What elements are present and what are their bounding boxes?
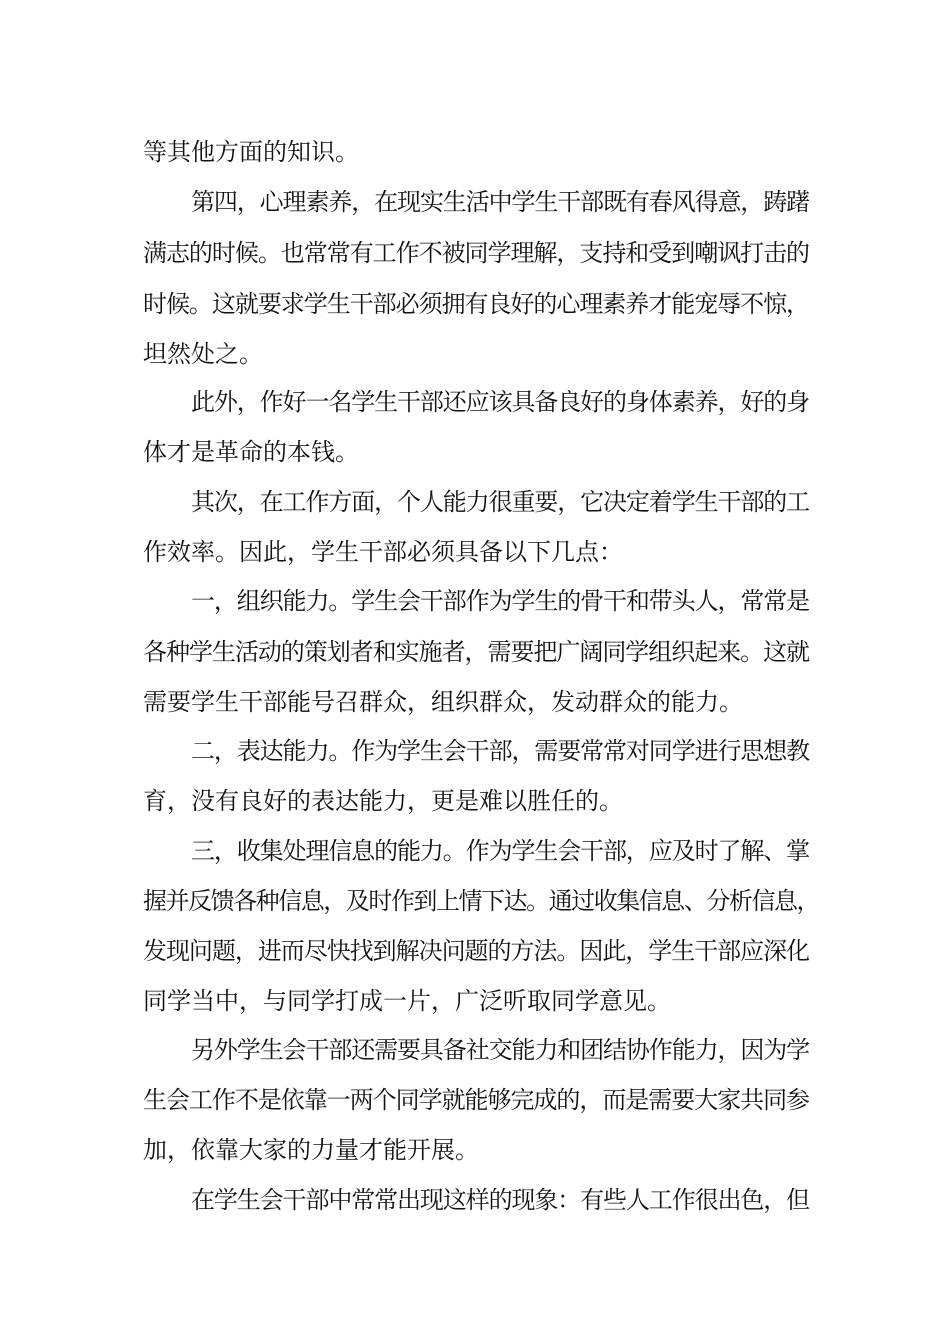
text-line [0,134,950,170]
text-line [0,583,950,619]
text-line [0,235,950,271]
text-line [0,783,950,819]
text-line [0,634,950,670]
text-line [0,933,950,969]
text-line [0,1182,950,1218]
text-span: 体才是革命的本钱。 [143,438,359,466]
text-line [0,336,950,372]
text-span: 同学当中，与同学打成一片，广泛听取同学意见。 [143,987,671,1015]
text-span: 握并反馈各种信息，及时作到上情下达。通过收集信息、分析信息， [143,887,819,915]
text-span: 育，没有良好的表达能力，更是难以胜任的。 [143,787,623,815]
text-span: 在学生会干部中常常出现这样的现象：有些人工作很出色，但 [191,1186,809,1214]
text-line [0,1032,950,1068]
text-span: 等其他方面的知识。 [143,138,359,166]
text-line [0,434,950,470]
text-span: 满志的时候。也常常有工作不被同学理解，支持和受到嘲讽打击的 [143,239,809,267]
text-span: 坦然处之。 [143,340,263,368]
text-span: 作效率。因此，学生干部必须具备以下几点： [143,538,623,566]
text-line [0,484,950,520]
text-span: 另外学生会干部还需要具备社交能力和团结协作能力，因为学 [191,1036,809,1064]
text-span: 发现问题，进而尽快找到解决问题的方法。因此，学生干部应深化 [143,937,809,965]
text-span: 一，组织能力。学生会干部作为学生的骨干和带头人，常常是 [191,587,809,615]
text-line [0,684,950,720]
text-span: 其次，在工作方面，个人能力很重要，它决定着学生干部的工 [191,488,809,516]
text-span: 需要学生干部能号召群众，组织群众，发动群众的能力。 [143,688,743,716]
text-line [0,184,950,220]
text-span: 第四，心理素养，在现实生活中学生干部既有春风得意，踌躇 [191,188,809,216]
text-line [0,833,950,869]
text-line [0,286,950,322]
text-line [0,1082,950,1118]
text-span: 二，表达能力。作为学生会干部，需要常常对同学进行思想教 [191,737,809,765]
text-span: 三，收集处理信息的能力。作为学生会干部，应及时了解、掌 [191,837,809,865]
text-span: 加，依靠大家的力量才能开展。 [143,1136,479,1164]
text-span: 此外，作好一名学生干部还应该具备良好的身体素养，好的身 [191,388,809,416]
text-span: 生会工作不是依靠一两个同学就能够完成的，而是需要大家共同参 [143,1086,809,1114]
text-line [0,1132,950,1168]
text-line [0,384,950,420]
text-span: 各种学生活动的策划者和实施者，需要把广阔同学组织起来。这就 [143,638,809,666]
text-line [0,983,950,1019]
text-span: 时候。这就要求学生干部必须拥有良好的心理素养才能宠辱不惊， [143,290,809,318]
text-line [0,534,950,570]
text-line [0,883,950,919]
text-line [0,733,950,769]
